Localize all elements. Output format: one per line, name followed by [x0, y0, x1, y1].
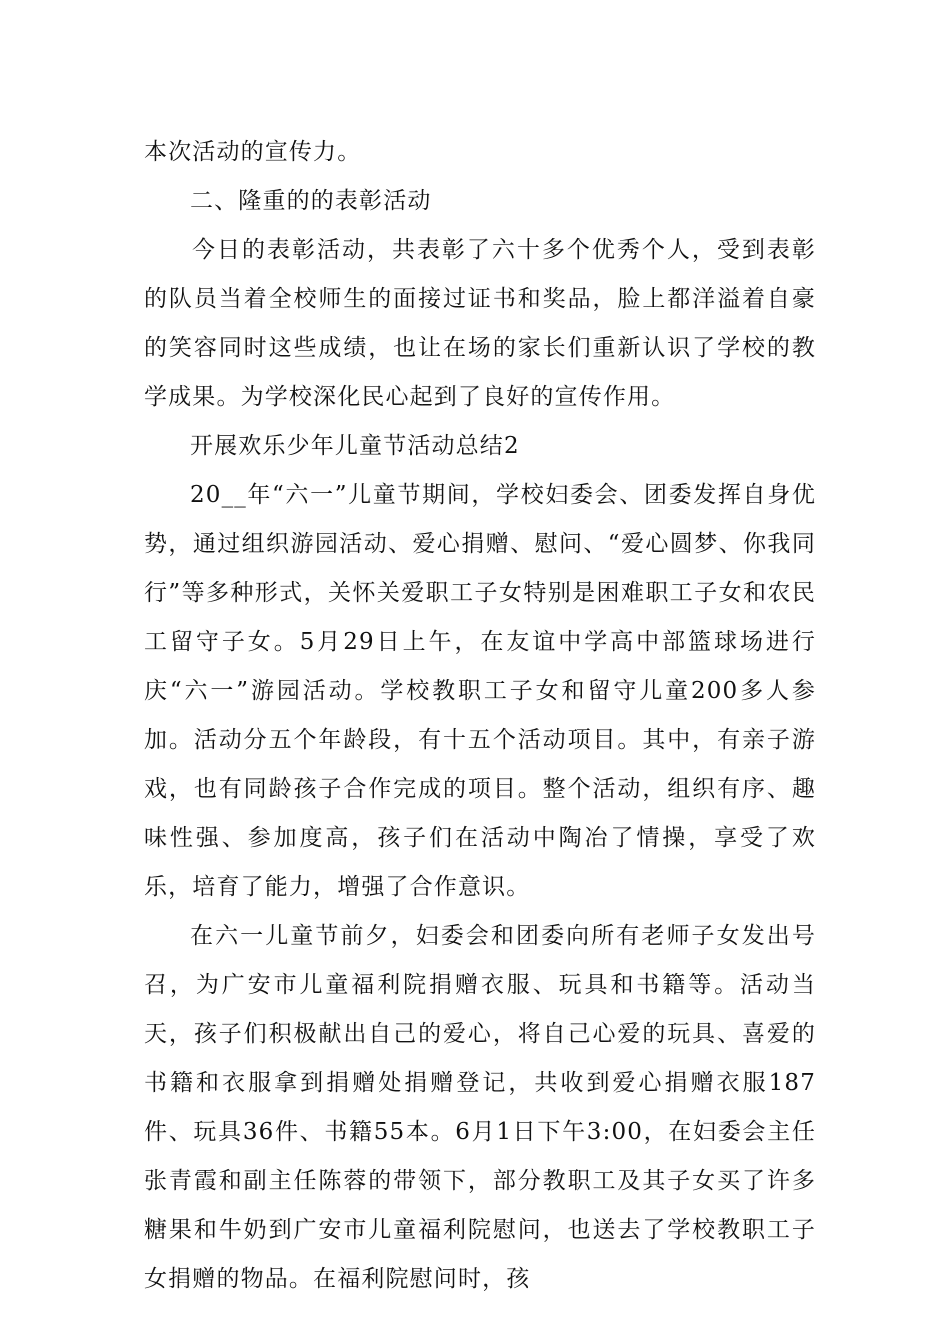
paragraph-donation: 在六一儿童节前夕，妇委会和团委向所有老师子女发出号召，为广安市儿童福利院捐赠衣服、玩具和书籍等。活动当天，孩子们积极献出自己的爱心，将自己心爱的玩具、喜爱的书籍和衣服拿到捐赠处捐赠登记，共收到爱心捐赠衣服187件、玩具36件、书籍55本。6月1日下午3:00，在妇委会主任张青霞和副主任陈蓉的带领下，部分教职工及其子女买了许多糖果和牛奶到广安市儿童福利院慰问，也送去了学校教职工子女捐赠的物品。在福利院慰问时，孩	[144, 923, 816, 1292]
document-body	[144, 128, 816, 1304]
paragraph-commendation: 今日的表彰活动，共表彰了六十多个优秀个人，受到表彰的队员当着全校师生的面接过证书和奖品，脸上都洋溢着自豪的笑容同时这些成绩，也让在场的家长们重新认识了学校的教学成果。为学校深化民心起到了良好的宣传作用。	[144, 237, 816, 410]
paragraph-continuation: 本次活动的宣传力。	[144, 139, 362, 165]
article-title: 开展欢乐少年儿童节活动总结2	[190, 433, 520, 459]
section-heading: 二、隆重的的表彰活动	[190, 188, 432, 214]
paragraph-activities: 20__年“六一”儿童节期间，学校妇委会、团委发挥自身优势，通过组织游园活动、爱心捐赠、慰问、“爱心圆梦、你我同行”等多种形式，关怀关爱职工子女特别是困难职工子女和农民工留守子女。5月29日上午，在友谊中学高中部篮球场进行庆“六一”游园活动。学校教职工子女和留守儿童200多人参加。活动分五个年龄段，有十五个活动项目。其中，有亲子游戏，也有同龄孩子合作完成的项目。整个活动，组织有序、趣味性强、参加度高，孩子们在活动中陶冶了情操，享受了欢乐，培育了能力，增强了合作意识。	[144, 482, 816, 900]
